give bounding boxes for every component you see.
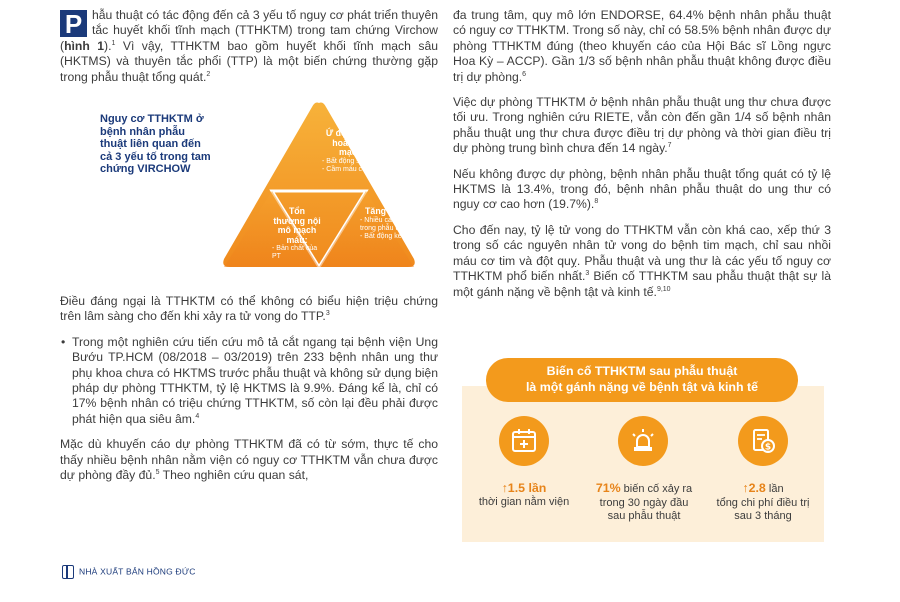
bill-icon	[738, 416, 788, 466]
virchow-figure	[60, 99, 430, 274]
citation: 9,10	[656, 285, 671, 293]
drop-cap: P	[60, 10, 87, 37]
stat-value: ↑1.5 lần	[501, 481, 547, 495]
stat-label: tổng chi phí điều trị	[716, 496, 810, 509]
stat-label: sau 3 tháng	[734, 510, 792, 522]
figure-caption: Nguy cơ TTHKTM ở bệnh nhân phẫu thuật liên quan đến cả 3 yếu tố trong tam chứng VIRCHOW	[100, 113, 211, 176]
publisher-footer	[62, 565, 196, 579]
intro-text-2: ).	[104, 38, 112, 53]
svg-text:$: $	[764, 442, 772, 453]
publisher-name: NHÀ XUẤT BẢN HỒNG ĐỨC	[79, 566, 196, 577]
stat-value: ↑2.8	[742, 481, 766, 495]
publisher-logo-icon	[62, 565, 74, 579]
citation: 5	[155, 469, 160, 477]
stat-value: 71%	[595, 481, 621, 495]
paragraph-risk: Nếu không được dự phòng, bệnh nhân phẫu thuật tổng quát có tỷ lệ HKTMS là 13.4%, trong đó, bệnh nhân phẫu thuật do ung thư có nguy cơ cao hơn (19.7%).$^8$	[453, 166, 831, 212]
stat-cost: ↑2.8 lần tổng chi phí điều trị sau 3 tháng	[708, 482, 818, 524]
stat-event-timing: 71% biến cố xảy ra trong 30 ngày đầu sau phẫu thuật	[588, 482, 700, 524]
citation: 1	[111, 39, 116, 47]
citation: 6	[522, 70, 527, 78]
paragraph-endorse: đa trung tâm, quy mô lớn ENDORSE, 64.4% bệnh nhân phẫu thuật có nguy cơ TTHKTM. Trong số này, chỉ có 58.5% bệnh nhân được dự phòng TTHKTM đúng (theo khuyến cáo của Hội Bác sĩ Lồng ngực Hoa Kỳ – ACCP). Gần 1/3 số bệnh nhân phẫu thuật không được điều trị dự phòng.$^6$	[453, 8, 831, 84]
segment-hypercoagulability: Tăng đông: - Nhiều can thiệp trong phẫu thuật - Bất động kéo dài	[360, 206, 417, 240]
citation: 3	[585, 270, 590, 278]
stat-label: thời gian nằm viện	[478, 495, 570, 508]
stat-label: sau phẫu thuật	[607, 510, 681, 522]
intro-paragraph	[60, 8, 438, 85]
citation: 8	[594, 198, 599, 206]
list-item: • Trong một nghiên cứu tiến cứu mô tả cắt ngang tại bệnh viện Ung Bướu TP.HCM (08/2018 – 03/2019) trên 233 bệnh nhân ung thư phụ khoa chưa có HKTMS trước phẫu thuật và không sử dụng biện pháp dự phòng TTHKTM, tỷ lệ HKTMS là 9.9%. Đáng kể là, chỉ có 17% bệnh nhân có triệu chứng TTHKTM, số còn lại đều phải được phát hiện qua siêu âm.$^4$	[72, 335, 438, 427]
infobox-title: Biến cố TTHKTM sau phẫu thuật là một gánh nặng về bệnh tật và kinh tế	[486, 358, 798, 402]
paragraph-riete: Việc dự phòng TTHKTM ở bệnh nhân phẫu thuật ung thư chưa được tối ưu. Trong nghiên cứu RIETE, vẫn còn đến gần 1/4 số bệnh nhân phẫu thuật ung thư chưa được điều trị dự phòng và thời gian điều trị dự phòng trung bình chưa đến 14 ngày.$^7$	[453, 95, 831, 156]
figure-ref: hình 1	[64, 38, 105, 53]
segment-stasis: Ứ đọng tuần hoàn tĩnh mạch: - Bất động sau PT; - Cầm máu cơ học	[322, 128, 380, 173]
segment-endothelial-injury: Tổn thương nội mô mạch máu: - Bản chất của PT	[272, 206, 321, 261]
right-column	[453, 8, 831, 310]
left-column	[60, 8, 438, 494]
paragraph-3: Mặc dù khuyến cáo dự phòng TTHKTM đã có từ sớm, thực tế cho thấy nhiều bệnh nhân nằm viện có nguy cơ TTHKTM vẫn chưa được dự phòng đầy đủ.$^5$ Theo nghiên cứu quan sát,	[60, 437, 438, 483]
citation: 7	[667, 142, 672, 150]
paragraph-mortality: Cho đến nay, tỷ lệ tử vong do TTHKTM vẫn còn khá cao, xếp thứ 3 trong số các nguyên nhân tử vong do bệnh tim mạch, chỉ sau nhồi máu cơ tim và đột quỵ. Phẫu thuật và ung thư là các yếu tố nguy cơ TTHKTM phổ biến nhất.$^3$ Biến cố TTHKTM sau phẫu thuật thật sự là một gánh nặng về bệnh tật và kinh tế.$^{9,10}$	[453, 222, 832, 299]
bullet-list	[60, 335, 438, 427]
burden-infobox	[462, 386, 824, 542]
intro-text: hẫu thuật có tác động đến cả 3 yếu tố nguy cơ phát triển thuyên tắc huyết khối tĩnh mạch (TTHKTM) trong tam chứng Virchow (	[60, 8, 438, 53]
calendar-icon	[499, 416, 549, 466]
stat-label: trong 30 ngày đầu	[599, 496, 689, 509]
intro-text-3: Vì vậy, TTHKTM bao gồm huyết khối tĩnh mạch sâu (HKTMS) và thuyên tắc phổi (TTP) là một biến chứng thường gặp trong phẫu thuật tổng quát.	[60, 38, 438, 84]
citation: 2	[206, 70, 211, 78]
citation: 3	[325, 310, 330, 318]
stat-hospital-stay	[469, 482, 579, 509]
citation: 4	[195, 412, 200, 420]
paragraph-2: Điều đáng ngại là TTHKTM có thể không có biểu hiện triệu chứng trên lâm sàng cho đến khi xảy ra tử vong do TTP.$^3$	[60, 294, 438, 324]
alarm-icon	[618, 416, 668, 466]
